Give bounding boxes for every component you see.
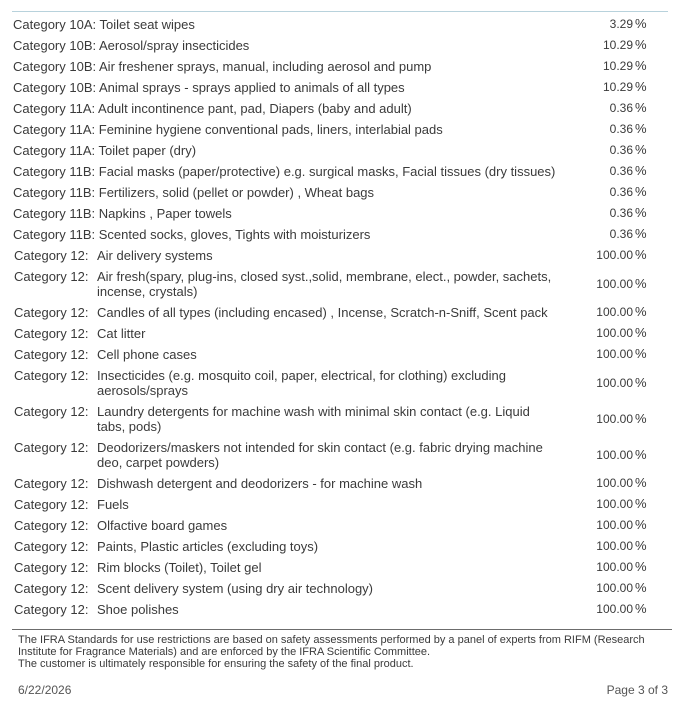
table-row (13, 119, 673, 140)
row-value: 100.00 (596, 448, 633, 462)
row-value: 0.36 (609, 122, 633, 136)
row-unit: % (635, 411, 647, 426)
row-value: 100.00 (596, 581, 633, 595)
row-unit: % (635, 226, 647, 241)
table-row (13, 98, 673, 119)
row-category: Category 12: (14, 248, 89, 263)
row-description: Scent delivery system (using dry air technology) (97, 581, 374, 596)
row-description: Air fresh(spary, plug-ins, closed syst.,solid, membrane, elect., powder, sachets, incense, crystals) (97, 269, 552, 299)
page-number: Page 3 of 3 (606, 683, 668, 697)
row-category: Category 12: (14, 269, 89, 284)
row-category: Category 10B: (13, 38, 97, 53)
row-category: Category 10B: (13, 59, 97, 74)
row-category: Category 10B: (13, 80, 97, 95)
row-value: 0.36 (609, 227, 633, 241)
row-value: 100.00 (596, 248, 633, 262)
row-category: Category 12: (14, 305, 89, 320)
row-description-text: Animal sprays - sprays applied to animals of all types (99, 80, 405, 95)
disclaimer-line-2: The customer is ultimately responsible for ensuring the safety of the final product. (18, 658, 414, 670)
row-category: Category 12: (14, 347, 89, 362)
row-category: Category 12: (14, 476, 89, 491)
row-value: 10.29 (602, 80, 633, 94)
row-value: 100.00 (596, 602, 633, 616)
row-value: 0.36 (609, 164, 633, 178)
row-description-text: Napkins , Paper towels (98, 206, 232, 221)
footer-disclaimer (18, 634, 668, 670)
table-row (13, 56, 673, 77)
row-unit: % (635, 580, 647, 595)
table-row (13, 245, 673, 266)
table-row (13, 14, 673, 35)
row-description-text: Toilet paper (dry) (98, 143, 197, 158)
row-description: Rim blocks (Toilet), Toilet gel (97, 560, 262, 575)
row-category: Category 12: (14, 602, 89, 617)
row-unit: % (635, 79, 647, 94)
row-unit: % (635, 325, 647, 340)
row-description: Olfactive board games (97, 518, 228, 533)
row-category: Category 11A: (13, 143, 96, 158)
row-value: 0.36 (609, 143, 633, 157)
row-value: 100.00 (596, 326, 633, 340)
row-unit: % (635, 205, 647, 220)
row-category: Category 12: (14, 404, 89, 419)
row-category: Category 12: (14, 581, 89, 596)
row-description: Paints, Plastic articles (excluding toys) (97, 539, 319, 554)
row-category: Category 11B: (13, 164, 96, 179)
row-value: 100.00 (596, 560, 633, 574)
row-category: Category 12: (14, 560, 89, 575)
row-description: Cat litter (97, 326, 146, 341)
table-row (13, 557, 673, 578)
row-category: Category 12: (14, 497, 89, 512)
row-value: 100.00 (596, 412, 633, 426)
row-category: Category 11A: (13, 101, 96, 116)
table-row (13, 77, 673, 98)
row-category: Category 11B: (13, 185, 96, 200)
row-value: 0.36 (609, 206, 633, 220)
row-description-text: Scented socks, gloves, Tights with moisturizers (98, 227, 371, 242)
footer-date: 6/22/2026 (18, 683, 72, 697)
row-unit: % (635, 496, 647, 511)
row-description-text: Air freshener sprays, manual, including aerosol and pump (99, 59, 432, 74)
table-row (13, 344, 673, 365)
row-category: Category 12: (14, 518, 89, 533)
row-description: Fuels (97, 497, 129, 512)
table-row (13, 302, 673, 323)
table-row (13, 401, 673, 437)
row-description: Candles of all types (including encased) , Incense, Scratch-n-Sniff, Scent pack (97, 305, 548, 320)
table-row (13, 365, 673, 401)
row-unit: % (635, 601, 647, 616)
table-row (13, 473, 673, 494)
row-category: Category 11B: (13, 206, 96, 221)
row-description: Shoe polishes (97, 602, 179, 617)
row-value: 100.00 (596, 497, 633, 511)
row-value: 100.00 (596, 539, 633, 553)
table-row (13, 437, 673, 473)
row-unit: % (635, 163, 647, 178)
row-category: Category 10A: (13, 17, 97, 32)
row-unit: % (635, 184, 647, 199)
footer-divider (12, 629, 672, 630)
table-row (13, 182, 673, 203)
row-unit: % (635, 16, 647, 31)
row-description-text: Aerosol/spray insecticides (99, 38, 250, 53)
row-description: Insecticides (e.g. mosquito coil, paper, electrical, for clothing) excluding aerosols/sprays (97, 368, 506, 398)
category-table (13, 14, 673, 620)
row-unit: % (635, 247, 647, 262)
table-row (13, 203, 673, 224)
row-unit: % (635, 346, 647, 361)
table-row (13, 515, 673, 536)
row-unit: % (635, 304, 647, 319)
row-value: 100.00 (596, 277, 633, 291)
row-description-text: Fertilizers, solid (pellet or powder) , Wheat bags (98, 185, 375, 200)
row-value: 100.00 (596, 305, 633, 319)
row-unit: % (635, 538, 647, 553)
row-unit: % (635, 100, 647, 115)
row-value: 3.29 (609, 17, 633, 31)
disclaimer-line-1: The IFRA Standards for use restrictions are based on safety assessments performed by a panel of experts from RIFM (Research Institute for Fragrance Materials) and are enforced by the IFRA Scientific Committee. (18, 634, 645, 658)
top-divider (12, 11, 668, 12)
row-unit: % (635, 142, 647, 157)
row-description-text: Feminine hygiene conventional pads, liners, interlabial pads (98, 122, 443, 137)
row-value: 0.36 (609, 185, 633, 199)
row-description-text: Adult incontinence pant, pad, Diapers (baby and adult) (98, 101, 412, 116)
row-description-text: Toilet seat wipes (99, 17, 195, 32)
row-description: Deodorizers/maskers not intended for skin contact (e.g. fabric drying machine deo, carpet powders) (97, 440, 543, 470)
row-category: Category 11A: (13, 122, 96, 137)
row-value: 100.00 (596, 376, 633, 390)
row-value: 0.36 (609, 101, 633, 115)
table-row (13, 323, 673, 344)
row-unit: % (635, 447, 647, 462)
table-row (13, 35, 673, 56)
table-row (13, 224, 673, 245)
row-description: Laundry detergents for machine wash with minimal skin contact (e.g. Liquid tabs, pods) (97, 404, 530, 434)
table-row (13, 599, 673, 620)
row-unit: % (635, 559, 647, 574)
row-unit: % (635, 276, 647, 291)
row-value: 100.00 (596, 347, 633, 361)
row-value: 10.29 (602, 38, 633, 52)
table-row (13, 494, 673, 515)
row-value: 10.29 (602, 59, 633, 73)
row-category: Category 12: (14, 368, 89, 383)
table-row (13, 161, 673, 182)
table-row (13, 578, 673, 599)
row-description: Air delivery systems (97, 248, 213, 263)
table-row (13, 536, 673, 557)
row-description-text: Facial masks (paper/protective) e.g. surgical masks, Facial tissues (dry tissues) (98, 164, 556, 179)
row-category: Category 12: (14, 326, 89, 341)
row-category: Category 11B: (13, 227, 96, 242)
row-value: 100.00 (596, 518, 633, 532)
row-description: Dishwash detergent and deodorizers - for machine wash (97, 476, 423, 491)
row-description: Cell phone cases (97, 347, 197, 362)
row-unit: % (635, 475, 647, 490)
row-unit: % (635, 37, 647, 52)
table-row (13, 140, 673, 161)
row-unit: % (635, 121, 647, 136)
row-unit: % (635, 517, 647, 532)
row-unit: % (635, 375, 647, 390)
row-category: Category 12: (14, 539, 89, 554)
row-unit: % (635, 58, 647, 73)
table-row (13, 266, 673, 302)
row-value: 100.00 (596, 476, 633, 490)
row-category: Category 12: (14, 440, 89, 455)
